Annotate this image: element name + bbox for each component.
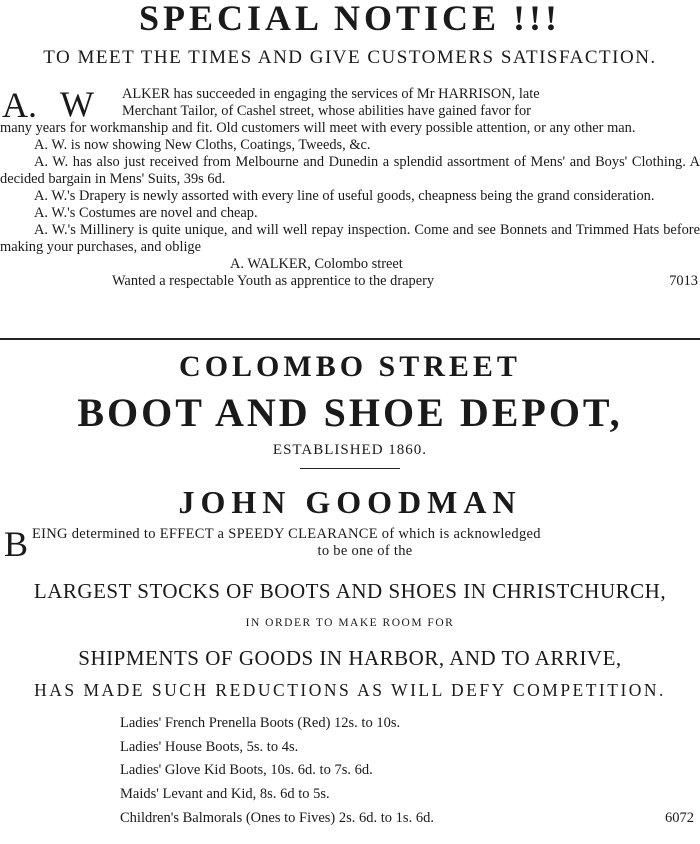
walker-opening: [0, 84, 700, 125]
paragraph-costumes: A. W.'s Costumes are novel and cheap.: [34, 205, 258, 221]
paragraph-millinery: A. W.'s Millinery is quite unique, and will well repay inspection. Come and see Bonnets and Trimmed Hats before making your purchases, and oblige: [0, 222, 700, 255]
price-item: Ladies' French Prenella Boots (Red) 12s. to 10s.: [120, 715, 401, 731]
price-item-last: [0, 807, 700, 831]
opening-paragraph-rest: many years for workmanship and fit. Old customers will meet with every possible attention, or any other man.: [0, 120, 636, 136]
being-line-2: to be one of the: [317, 543, 413, 559]
price-list: [0, 712, 700, 831]
paragraph-clothing: A. W. has also just received from Melbourne and Dunedin a splendid assortment of Mens' and Boys' Clothing. A decided bargain in Mens' Suits, 39s 6d.: [0, 154, 700, 187]
special-notice-headline: SPECIAL NOTICE !!!: [138, 0, 562, 38]
in-order-line: IN ORDER TO MAKE ROOM FOR: [245, 617, 455, 629]
price-item: Maids' Levant and Kid, 8s. 6d to 5s.: [120, 786, 330, 803]
shipments-line: SHIPMENTS OF GOODS IN HARBOR, AND TO ARRIVE,: [78, 646, 622, 670]
established-line: ESTABLISHED 1860.: [272, 442, 428, 458]
ad-number-goodman: 6072: [665, 809, 694, 826]
wanted-text: Wanted a respectable Youth as apprentice to the drapery: [112, 273, 435, 289]
ad-number-walker: 7013: [669, 273, 698, 289]
depot-title: BOOT AND SHOE DEPOT,: [77, 390, 623, 435]
price-item: Ladies' Glove Kid Boots, 10s. 6d. to 7s. 6d.: [120, 762, 373, 779]
opening-line-1: ALKER has succeeded in engaging the services of Mr HARRISON, late: [122, 86, 540, 102]
paragraph-drapery: A. W.'s Drapery is newly assorted with every line of useful goods, cheapness being the grand consideration.: [34, 188, 655, 204]
reductions-line: HAS MADE SUCH REDUCTIONS AS WILL DEFY COMPETITION.: [34, 680, 666, 700]
paragraph-new-cloths: A. W. is now showing New Cloths, Coatings, Tweeds, &c.: [34, 137, 371, 153]
being-paragraph: [0, 524, 700, 564]
price-item-balmorals: Children's Balmorals (Ones to Fives) 2s. 6d. to 1s. 6d.: [120, 809, 434, 826]
walker-signature: A. WALKER, Colombo street: [230, 256, 403, 272]
drop-initial-a: A.: [2, 85, 37, 125]
drop-initial-w: W: [60, 84, 94, 124]
being-line-1: EING determined to EFFECT a SPEEDY CLEARANCE of which is acknowledged: [32, 526, 541, 542]
drop-initial-b: B: [4, 524, 29, 564]
short-divider: [300, 468, 400, 469]
opening-line-2: Merchant Tailor, of Cashel street, whose abilities have gained favor for: [122, 103, 531, 119]
section-divider: [0, 338, 700, 340]
price-item: Ladies' House Boots, 5s. to 4s.: [120, 738, 299, 755]
wanted-line: [0, 273, 700, 290]
colombo-street-heading: COLOMBO STREET: [179, 350, 521, 383]
notice-subheadline: TO MEET THE TIMES AND GIVE CUSTOMERS SATISFACTION.: [43, 47, 657, 68]
proprietor-name: JOHN GOODMAN: [178, 484, 522, 520]
largest-stocks-line: LARGEST STOCKS OF BOOTS AND SHOES IN CHRISTCHURCH,: [33, 579, 667, 603]
walker-advertisement-body: [0, 86, 700, 290]
